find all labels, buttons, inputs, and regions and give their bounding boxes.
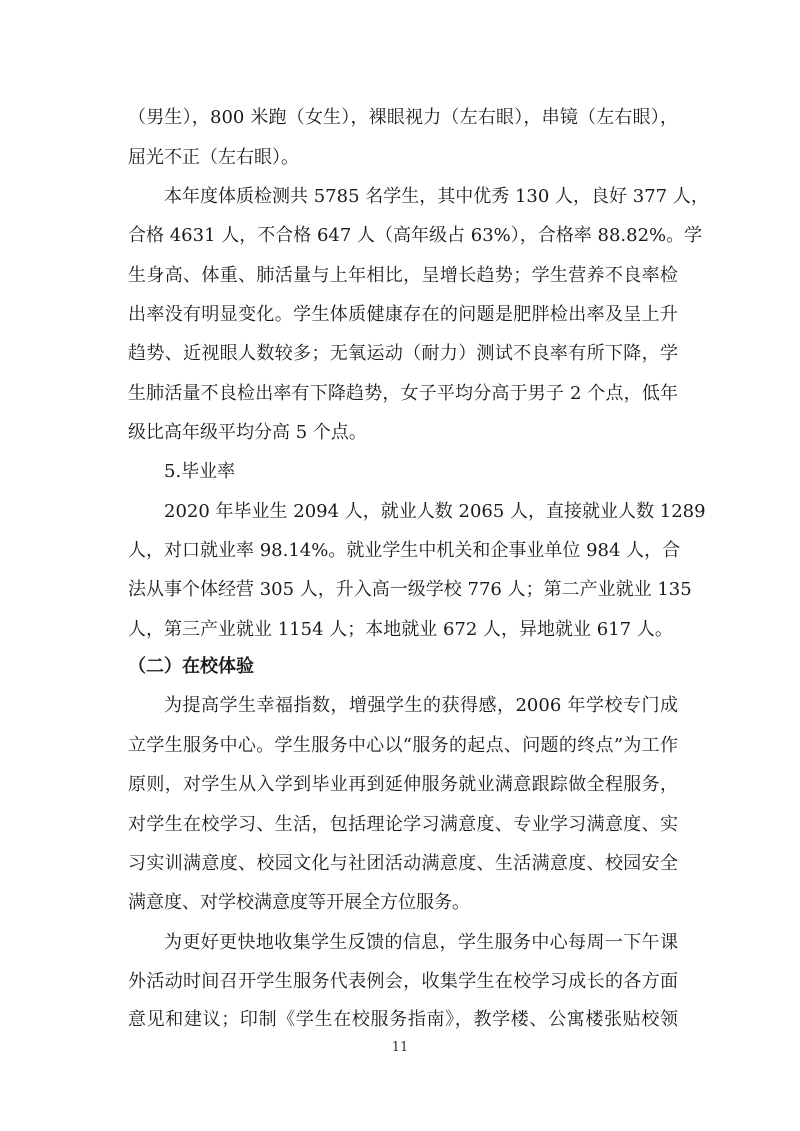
- body-text-line: 为提高学生幸福指数，增强学生的获得感，2006 年学校专门成: [164, 695, 678, 716]
- body-text-line: 生肺活量不良检出率有下降趋势，女子平均分高于男子 2 个点，低年: [128, 383, 678, 404]
- section-heading: （二）在校体验: [128, 656, 254, 677]
- body-text-line: 出率没有明显变化。学生体质健康存在的问题是肥胖检出率及呈上升: [128, 304, 678, 325]
- body-text-line: 人，第三产业就业 1154 人；本地就业 672 人，异地就业 617 人。: [128, 619, 673, 640]
- body-text-line: 满意度、对学校满意度等开展全方位服务。: [128, 892, 470, 913]
- section-heading: 5.毕业率: [164, 461, 236, 482]
- body-text-line: 合格 4631 人，不合格 647 人（高年级占 63%），合格率 88.82%。学: [128, 225, 703, 246]
- body-text-line: 外活动时间召开学生服务代表例会，收集学生在校学习成长的各方面: [128, 971, 678, 992]
- body-text-line: 人，对口就业率 98.14%。就业学生中机关和企事业单位 984 人，合: [128, 540, 681, 561]
- body-text-line: 级比高年级平均分高 5 个点。: [128, 422, 367, 443]
- body-text-line: 屈光不正（左右眼）。: [128, 147, 299, 168]
- body-text-line: （男生），800 米跑（女生），裸眼视力（左右眼），串镜（左右眼），: [128, 107, 678, 128]
- body-text-line: 原则，对学生从入学到毕业再到延伸服务就业满意跟踪做全程服务，: [128, 774, 678, 795]
- body-text-line: 法从事个体经营 305 人，升入高一级学校 776 人；第二产业就业 135: [128, 579, 692, 600]
- body-text-line: 立学生服务中心。学生服务中心以“服务的起点、问题的终点”为工作: [128, 735, 678, 756]
- body-text-line: 为更好更快地收集学生反馈的信息，学生服务中心每周一下午课: [164, 932, 678, 953]
- body-text-line: 本年度体质检测共 5785 名学生，其中优秀 130 人，良好 377 人，: [164, 186, 709, 207]
- body-text-line: 习实训满意度、校园文化与社团活动满意度、生活满意度、校园安全: [128, 853, 678, 874]
- page-number: 11: [391, 1040, 409, 1055]
- body-text-line: 对学生在校学习、生活，包括理论学习满意度、专业学习满意度、实: [128, 814, 678, 835]
- body-text-line: 2020 年毕业生 2094 人，就业人数 2065 人，直接就业人数 1289: [164, 501, 706, 522]
- body-text-line: 意见和建议；印制《学生在校服务指南》，教学楼、公寓楼张贴校领: [128, 1009, 678, 1030]
- body-text-line: 趋势、近视眼人数较多；无氧运动（耐力）测试不良率有所下降，学: [128, 343, 678, 364]
- body-text-line: 生身高、体重、肺活量与上年相比，呈增长趋势；学生营养不良率检: [128, 265, 678, 286]
